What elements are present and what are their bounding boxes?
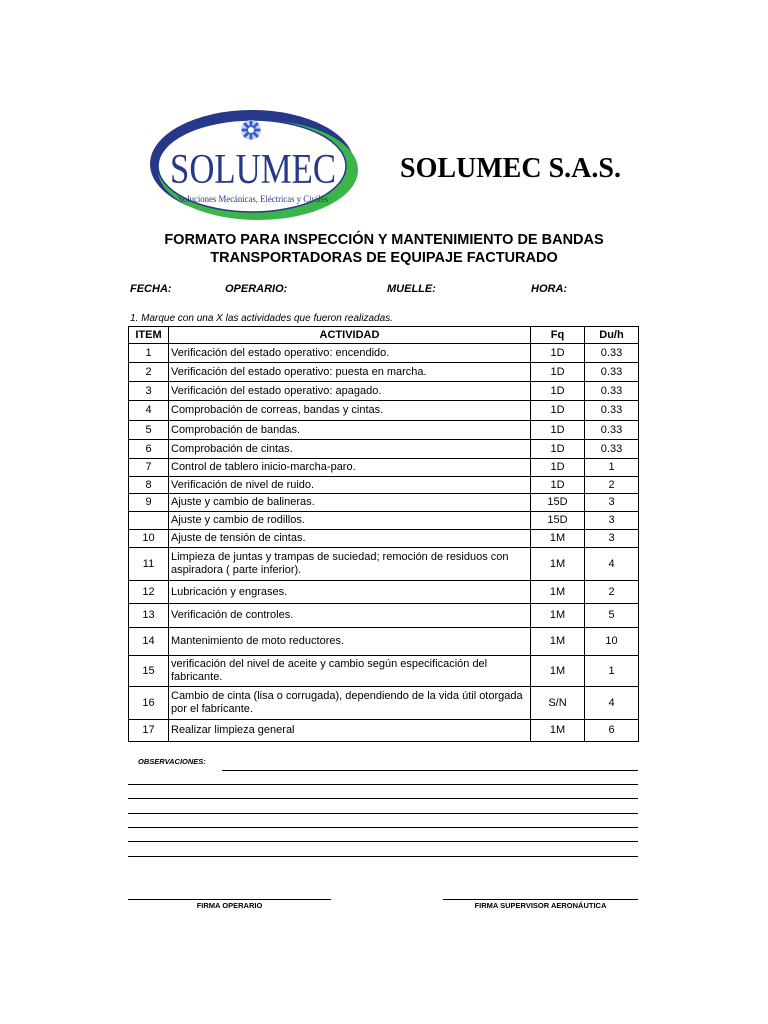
- observation-line: [128, 827, 638, 828]
- activity-cell: Verificación del estado operativo: apagado.: [169, 382, 531, 401]
- duration-cell: 0.33: [585, 363, 639, 382]
- duration-cell: 0.33: [585, 344, 639, 363]
- table-row: [129, 459, 639, 477]
- item-cell: 1: [129, 344, 169, 363]
- activity-cell: Verificación de nivel de ruido.: [169, 477, 531, 494]
- activity-cell: Control de tablero inicio-marcha-paro.: [169, 459, 531, 477]
- table-row: [129, 548, 639, 581]
- activity-cell: Limpieza de juntas y trampas de suciedad; remoción de residuos con aspiradora ( parte inferior).: [169, 548, 531, 581]
- form-title-line-1: FORMATO PARA INSPECCIÓN Y MANTENIMIENTO DE BANDAS: [164, 232, 604, 248]
- duration-cell: 0.33: [585, 401, 639, 421]
- duration-cell: 1: [585, 656, 639, 687]
- table-row: [129, 530, 639, 548]
- table-row: [129, 512, 639, 530]
- frequency-cell: 15D: [531, 494, 585, 512]
- frequency-cell: S/N: [531, 687, 585, 720]
- frequency-cell: 1D: [531, 440, 585, 459]
- duration-column-header: Du/h: [585, 327, 639, 344]
- frequency-cell: 1M: [531, 628, 585, 656]
- table-row: [129, 421, 639, 440]
- item-cell: 12: [129, 581, 169, 604]
- activity-cell: Ajuste y cambio de rodillos.: [169, 512, 531, 530]
- observations-label: OBSERVACIONES:: [138, 757, 206, 766]
- table-header-row: [129, 327, 639, 344]
- dock-field-label: MUELLE:: [387, 283, 436, 295]
- operator-field-label: OPERARIO:: [225, 283, 288, 295]
- table-row: [129, 494, 639, 512]
- form-title-line-2: TRANSPORTADORAS DE EQUIPAJE FACTURADO: [210, 250, 558, 266]
- duration-cell: 2: [585, 477, 639, 494]
- frequency-cell: 1D: [531, 401, 585, 421]
- form-instruction: 1. Marque con una X las actividades que fueron realizadas.: [130, 313, 393, 324]
- observation-line: [128, 784, 638, 785]
- activity-column-header: ACTIVIDAD: [169, 327, 531, 344]
- activity-cell: Cambio de cinta (lisa o corrugada), dependiendo de la vida útil otorgada por el fabricante.: [169, 687, 531, 720]
- table-row: [129, 581, 639, 604]
- activities-table: [128, 326, 639, 742]
- item-cell: 9: [129, 494, 169, 512]
- operator-signature-label: FIRMA OPERARIO: [196, 901, 263, 910]
- operator-signature-line: [128, 899, 331, 900]
- table-row: [129, 687, 639, 720]
- activity-cell: Ajuste de tensión de cintas.: [169, 530, 531, 548]
- company-name: SOLUMEC S.A.S.: [400, 153, 621, 184]
- table-row: [129, 656, 639, 687]
- observation-line: [128, 813, 638, 814]
- item-cell: 14: [129, 628, 169, 656]
- observation-line: [128, 798, 638, 799]
- supervisor-signature-label: FIRMA SUPERVISOR AERONÁUTICA: [474, 901, 607, 910]
- duration-cell: 10: [585, 628, 639, 656]
- observation-line: [128, 841, 638, 842]
- table-row: [129, 344, 639, 363]
- table-row: [129, 628, 639, 656]
- activity-cell: Comprobación de correas, bandas y cintas.: [169, 401, 531, 421]
- item-cell: 13: [129, 604, 169, 628]
- frequency-cell: 1M: [531, 530, 585, 548]
- activity-cell: Comprobación de cintas.: [169, 440, 531, 459]
- table-row: [129, 604, 639, 628]
- company-logo: [148, 108, 358, 223]
- duration-cell: 3: [585, 512, 639, 530]
- observation-line: [128, 856, 638, 857]
- frequency-cell: 1D: [531, 421, 585, 440]
- frequency-cell: 1M: [531, 604, 585, 628]
- frequency-cell: 1M: [531, 581, 585, 604]
- duration-cell: 5: [585, 604, 639, 628]
- item-cell: 4: [129, 401, 169, 421]
- item-cell: 7: [129, 459, 169, 477]
- frequency-cell: 1M: [531, 548, 585, 581]
- item-cell: 15: [129, 656, 169, 687]
- frequency-cell: 1D: [531, 382, 585, 401]
- frequency-cell: 1D: [531, 344, 585, 363]
- frequency-cell: 1D: [531, 459, 585, 477]
- item-cell: 10: [129, 530, 169, 548]
- frequency-cell: 1M: [531, 656, 585, 687]
- frequency-cell: 1D: [531, 477, 585, 494]
- time-field-label: HORA:: [531, 283, 568, 295]
- table-row: [129, 382, 639, 401]
- duration-cell: 0.33: [585, 382, 639, 401]
- item-cell: 3: [129, 382, 169, 401]
- logo-wordmark: SOLUMEC: [170, 147, 336, 193]
- activity-cell: Realizar limpieza general: [169, 720, 531, 742]
- item-cell: 11: [129, 548, 169, 581]
- item-cell: 6: [129, 440, 169, 459]
- activity-cell: verificación del nivel de aceite y cambio según especificación del fabricante.: [169, 656, 531, 687]
- activity-cell: Verificación del estado operativo: puesta en marcha.: [169, 363, 531, 382]
- duration-cell: 3: [585, 494, 639, 512]
- item-cell: [129, 512, 169, 530]
- table-row: [129, 363, 639, 382]
- date-field-label: FECHA:: [130, 283, 172, 295]
- activity-cell: Mantenimiento de moto reductores.: [169, 628, 531, 656]
- duration-cell: 0.33: [585, 440, 639, 459]
- logo-emblem-icon: [241, 120, 261, 140]
- activity-cell: Ajuste y cambio de balineras.: [169, 494, 531, 512]
- activity-cell: Comprobación de bandas.: [169, 421, 531, 440]
- frequency-column-header: Fq: [531, 327, 585, 344]
- duration-cell: 6: [585, 720, 639, 742]
- duration-cell: 2: [585, 581, 639, 604]
- duration-cell: 3: [585, 530, 639, 548]
- item-column-header: ITEM: [129, 327, 169, 344]
- item-cell: 2: [129, 363, 169, 382]
- table-row: [129, 401, 639, 421]
- observation-line: [222, 770, 638, 771]
- table-row: [129, 720, 639, 742]
- activity-cell: Lubricación y engrases.: [169, 581, 531, 604]
- duration-cell: 4: [585, 548, 639, 581]
- duration-cell: 1: [585, 459, 639, 477]
- item-cell: 8: [129, 477, 169, 494]
- item-cell: 17: [129, 720, 169, 742]
- item-cell: 5: [129, 421, 169, 440]
- duration-cell: 0.33: [585, 421, 639, 440]
- logo-tagline: Soluciones Mecánicas, Eléctricas y Civiles: [178, 194, 329, 204]
- activity-cell: Verificación de controles.: [169, 604, 531, 628]
- frequency-cell: 15D: [531, 512, 585, 530]
- item-cell: 16: [129, 687, 169, 720]
- activity-cell: Verificación del estado operativo: encendido.: [169, 344, 531, 363]
- supervisor-signature-line: [443, 899, 638, 900]
- duration-cell: 4: [585, 687, 639, 720]
- table-row: [129, 477, 639, 494]
- frequency-cell: 1D: [531, 363, 585, 382]
- frequency-cell: 1M: [531, 720, 585, 742]
- table-row: [129, 440, 639, 459]
